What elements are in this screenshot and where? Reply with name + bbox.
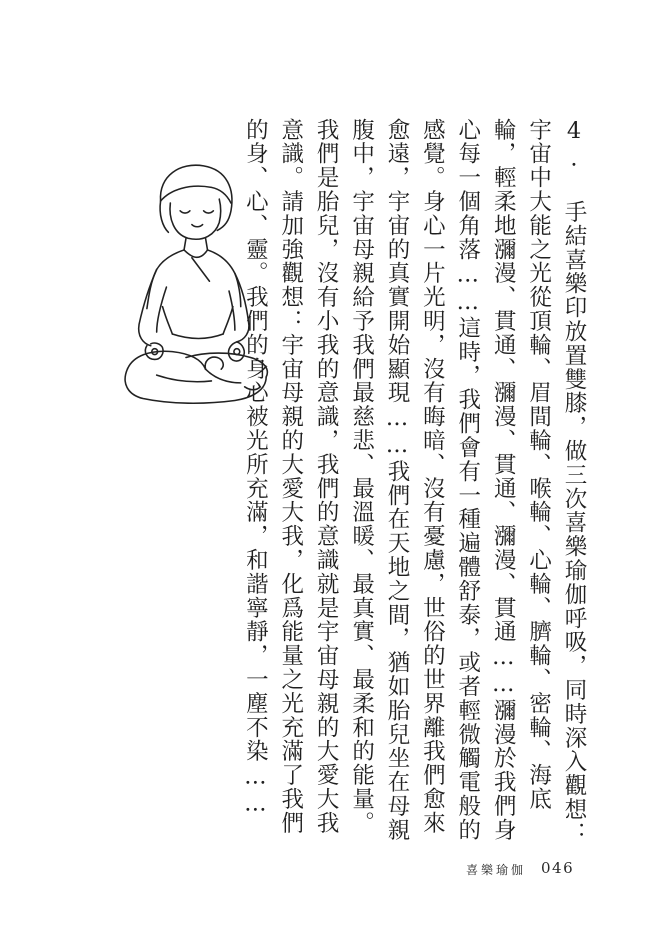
collar	[184, 250, 207, 257]
arm-left-inner	[157, 287, 167, 332]
leg-top-right	[186, 353, 267, 377]
wrap-line	[192, 258, 210, 281]
eye-right	[204, 211, 214, 213]
neck-left	[184, 238, 186, 250]
leg-crease	[157, 375, 212, 382]
face-outline	[170, 199, 221, 239]
torso-left	[163, 307, 173, 334]
torso-right	[223, 307, 233, 334]
hand-right	[229, 342, 245, 361]
running-footer-title: 喜樂瑜伽	[466, 863, 527, 877]
mouth	[192, 225, 203, 227]
page-number: 046	[541, 859, 575, 877]
hair-left	[160, 201, 168, 232]
body-paragraph: 4. 手結喜樂印放置雙膝，做三次喜樂瑜伽呼吸，同時深入觀想：宇宙中大能之光從頂輪、眉間輪、喉輪、心輪、臍輪、密輪、海底輪，輕柔地瀰漫、貫通、瀰漫、貫通、瀰漫、貫通……瀰漫於我們身心每一個角落……這時，我們會有一種遍體舒泰，或者輕微觸電般的感覺。身心一片光明，沒有晦暗、沒有憂慮，世俗的世界離我們愈來愈遠，宇宙的真實開始顯現……我們在天地之間，猶如胎兒坐在母親腹中，宇宙母親給予我們最慈悲、最溫暖、最真實、最柔和的能量。我們是胎兒，沒有小我的意識，我們的意識就是宇宙母親的大愛大我意識。請加強觀想：宇宙母親的大愛大我，化爲能量之光充滿了我們的身、心、靈。我們的身心被光所充滿，和諧寧靜，一塵不染……	[242, 118, 587, 846]
neck-right	[206, 238, 208, 250]
eye-left	[180, 211, 190, 213]
vertical-text-block	[237, 118, 591, 858]
meditating-woman-illustration	[88, 160, 284, 422]
foot-right	[205, 357, 223, 369]
hair-bangs	[161, 186, 231, 203]
foot-left	[245, 387, 261, 390]
shoulder-right	[208, 250, 241, 307]
arm-right	[235, 273, 249, 341]
leg-top-left	[127, 351, 205, 369]
waist	[172, 334, 223, 338]
